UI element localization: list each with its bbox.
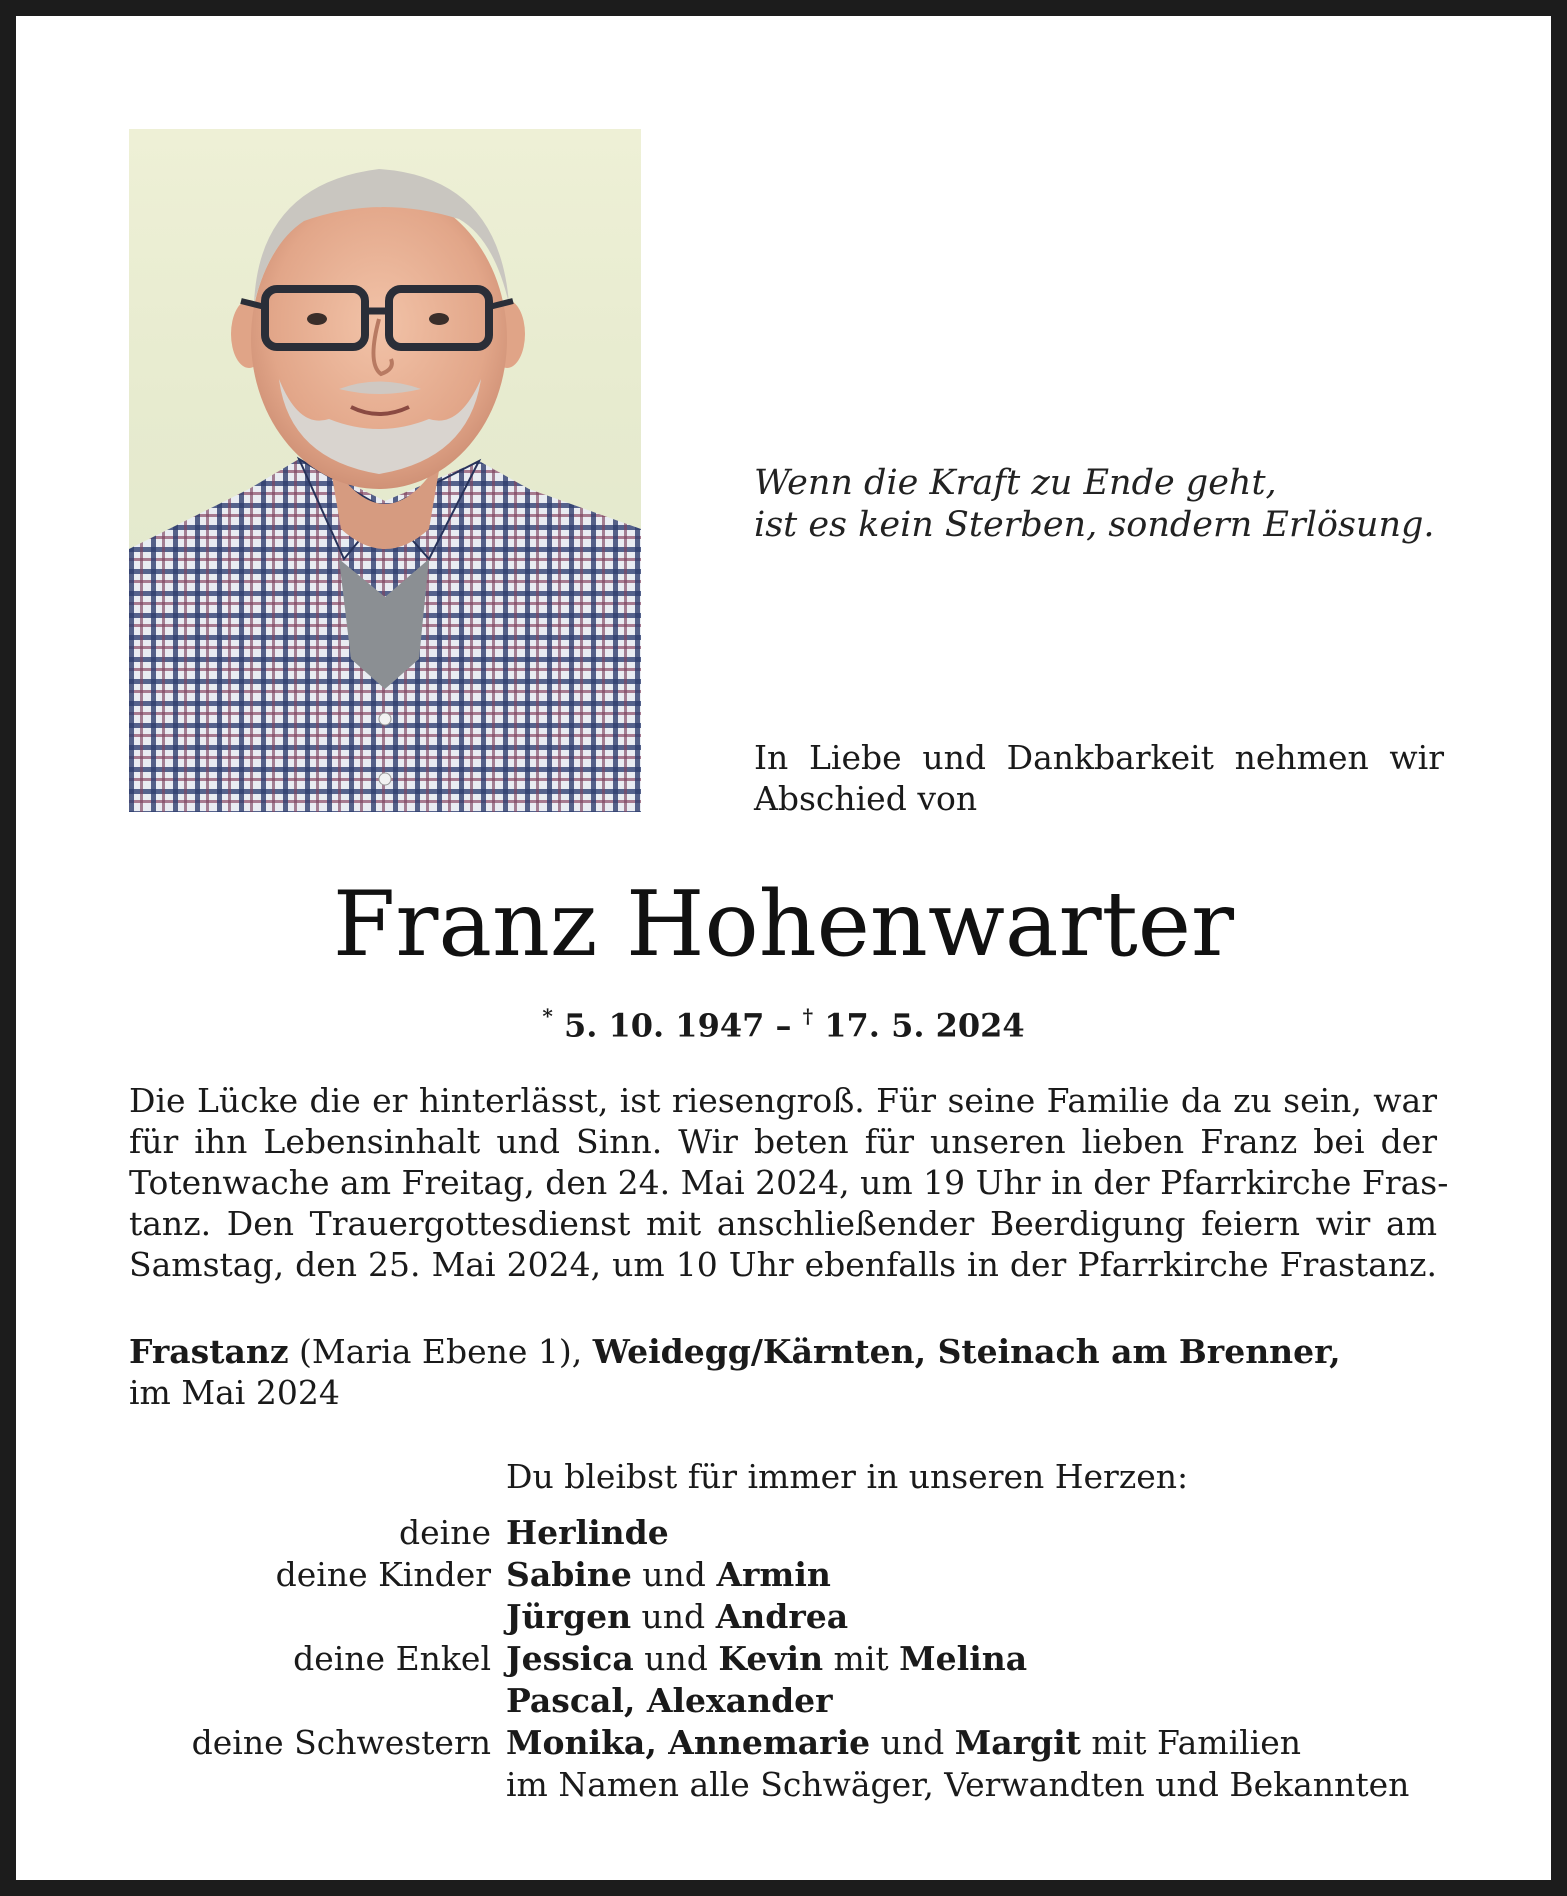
portrait-photo — [129, 129, 641, 812]
relation-label: deine Kinder — [275, 1555, 491, 1594]
life-dates — [0, 998, 1567, 1046]
farewell-line: Du bleibst für immer in unseren Herzen: — [506, 1457, 1189, 1496]
place-and-date — [129, 1331, 1341, 1413]
mourner-names — [506, 1512, 669, 1554]
intro-line-2: Abschied von — [754, 779, 978, 818]
conjunction: mit Familien — [1080, 1723, 1302, 1762]
conjunction: und — [870, 1723, 955, 1762]
birth-date: 5. 10. 1947 — [563, 1006, 765, 1045]
mourner-row — [0, 1764, 1567, 1806]
mourners-list — [0, 1512, 1567, 1806]
mourner-row — [0, 1638, 1567, 1680]
mourner-name: Andrea — [715, 1597, 849, 1636]
body-line: Samstag, den 25. Mai 2024, um 10 Uhr ebenfalls in der Pfarrkirche Frastanz. — [129, 1245, 1437, 1284]
mourner-name: Herlinde — [506, 1513, 669, 1552]
conjunction: mit — [823, 1639, 900, 1678]
relation-label: deine Enkel — [293, 1639, 491, 1678]
motto-verse — [754, 462, 1435, 546]
mourner-names — [506, 1638, 1027, 1680]
body-line: für ihn Lebensinhalt und Sinn. Wir beten für unseren lieben Franz bei der — [129, 1122, 1437, 1161]
motto-line-1: Wenn die Kraft zu Ende geht, — [754, 463, 1277, 503]
relation-label: deine — [399, 1513, 491, 1552]
mourner-names — [506, 1596, 848, 1638]
mourner-name: Armin — [716, 1555, 831, 1594]
body-line: tanz. Den Trauergottesdienst mit anschließender Beerdigung feiern wir am — [129, 1204, 1437, 1243]
mourner-names — [506, 1554, 831, 1596]
obituary-body — [129, 1080, 1449, 1285]
portrait-illustration — [129, 129, 641, 812]
mourner-name: Monika, Annemarie — [506, 1723, 871, 1762]
death-symbol: † — [802, 1004, 814, 1028]
mourner-names: im Namen alle Schwäger, Verwandten und Bekannten — [506, 1765, 1410, 1804]
deceased-name: Franz Hohenwarter — [332, 872, 1235, 977]
conjunction: und — [631, 1597, 716, 1636]
mourner-name: Jessica — [506, 1639, 634, 1678]
body-line: Die Lücke die er hinterlässt, ist riesengroß. Für seine Familie da zu sein, war — [129, 1081, 1437, 1120]
intro-line-1: In Liebe und Dankbarkeit nehmen wir — [754, 738, 1444, 777]
conjunction: und — [633, 1639, 719, 1678]
mourner-row — [0, 1722, 1567, 1764]
mourner-row — [0, 1596, 1567, 1638]
mourner-row — [0, 1554, 1567, 1596]
mourner-row — [0, 1512, 1567, 1554]
mourner-name: Melina — [899, 1639, 1028, 1678]
mourner-name: Sabine — [506, 1555, 632, 1594]
place-date: im Mai 2024 — [129, 1373, 340, 1412]
mourner-name: Margit — [954, 1723, 1081, 1762]
mourner-names — [506, 1680, 833, 1722]
motto-line-2: ist es kein Sterben, sondern Erlösung. — [754, 505, 1435, 545]
mourner-name: Kevin — [718, 1639, 824, 1678]
mourner-row — [0, 1680, 1567, 1722]
relation-label: deine Schwestern — [191, 1723, 491, 1762]
place-address: (Maria Ebene 1), — [288, 1332, 593, 1371]
body-line: Totenwache am Freitag, den 24. Mai 2024, um 19 Uhr in der Pfarrkirche Fras- — [129, 1163, 1449, 1202]
birth-symbol: * — [542, 1004, 553, 1028]
mourner-names — [506, 1722, 1301, 1764]
date-separator: – — [764, 1006, 803, 1045]
place-line — [129, 1331, 1341, 1372]
mourner-name: Jürgen — [506, 1597, 632, 1636]
mourner-name: Pascal, Alexander — [506, 1681, 833, 1720]
death-date: 17. 5. 2024 — [824, 1006, 1025, 1045]
place-town: Frastanz — [129, 1332, 289, 1371]
conjunction: und — [631, 1555, 717, 1594]
place-others: Weidegg/Kärnten, Steinach am Brenner, — [592, 1332, 1341, 1371]
intro-text — [754, 737, 1444, 819]
